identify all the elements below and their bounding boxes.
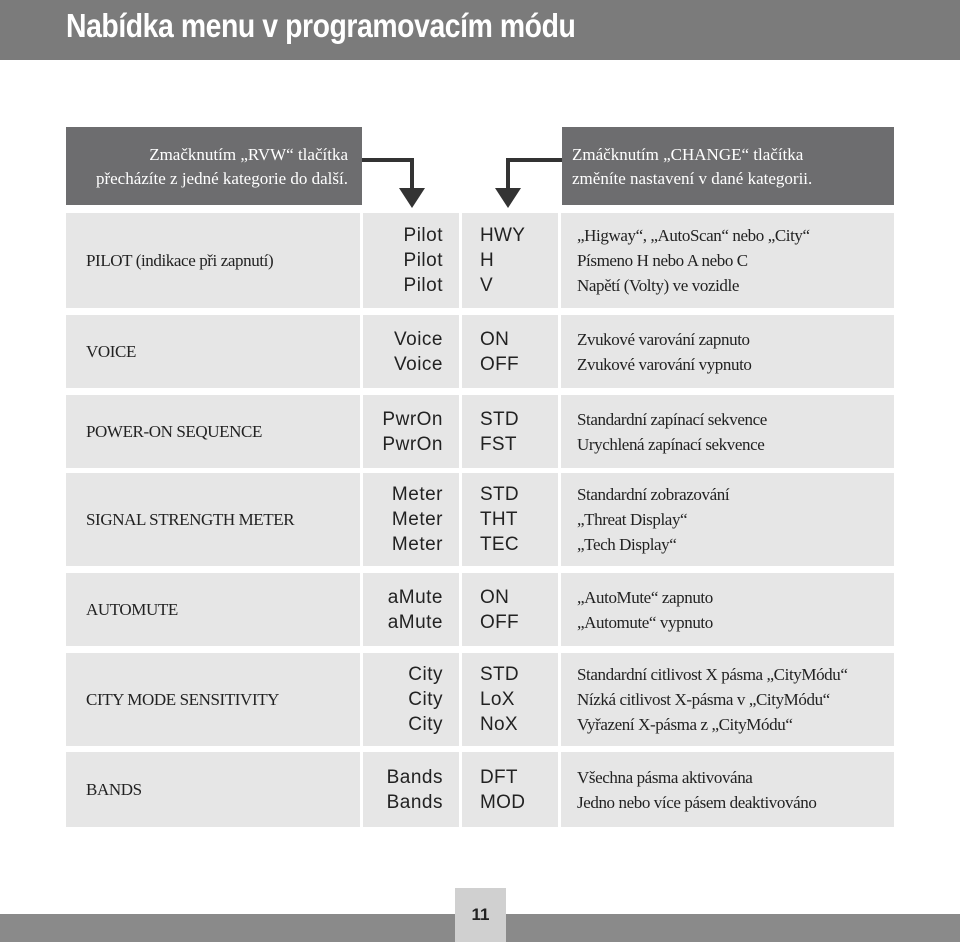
value-text: HWY	[480, 225, 526, 246]
setting-text: Meter	[391, 509, 443, 530]
category-label: VOICE	[86, 341, 136, 361]
category-label: PILOT (indikace při zapnutí)	[86, 250, 274, 270]
setting-text: Pilot	[403, 275, 443, 296]
description-text: „Tech Display“	[577, 535, 677, 554]
category-cell	[66, 573, 360, 646]
setting-text: PwrOn	[382, 433, 443, 455]
description-text: Napětí (Volty) ve vozidle	[577, 276, 740, 295]
category-cell	[66, 213, 360, 308]
description-cell	[561, 653, 894, 746]
rvw-instruction-box	[66, 127, 362, 205]
description-text: Jedno nebo více pásem deaktivováno	[577, 792, 817, 812]
value-text: THT	[480, 509, 518, 530]
setting-text: Pilot	[403, 225, 443, 246]
value-text: TEC	[480, 534, 519, 555]
setting-text: Voice	[394, 353, 443, 375]
description-text: Nízká citlivost X-pásma v „CityMódu“	[577, 690, 830, 709]
setting-text: Meter	[391, 484, 443, 505]
change-arrow-icon	[492, 150, 564, 212]
category-label: AUTOMUTE	[86, 599, 178, 619]
setting-text: City	[408, 689, 443, 710]
description-text: Standardní zapínací sekvence	[577, 409, 767, 429]
setting-cell	[363, 752, 459, 827]
description-cell	[561, 395, 894, 468]
description-text: Písmeno H nebo A nebo C	[577, 251, 748, 270]
category-label: CITY MODE SENSITIVITY	[86, 689, 280, 709]
value-text: ON	[480, 328, 510, 350]
setting-text: aMute	[387, 586, 443, 608]
page-title: Nabídka menu v programovacím módu	[66, 7, 576, 44]
description-cell	[561, 473, 894, 566]
category-cell	[66, 315, 360, 388]
description-cell	[561, 573, 894, 646]
setting-cell	[363, 315, 459, 388]
description-text: „Higway“, „AutoScan“ nebo „City“	[577, 226, 810, 245]
value-cell	[462, 653, 558, 746]
change-instruction-line-2: změníte nastavení v dané kategorii.	[572, 169, 813, 188]
description-text: Urychlená zapínací sekvence	[577, 434, 765, 454]
setting-cell	[363, 573, 459, 646]
description-text: Zvukové varování vypnuto	[577, 354, 752, 374]
change-instruction-line-1: Zmáčknutím „CHANGE“ tlačítka	[572, 145, 804, 164]
page-number: 11	[455, 888, 506, 942]
description-text: Standardní zobrazování	[577, 485, 730, 504]
description-text: „Threat Display“	[577, 510, 688, 529]
value-text: STD	[480, 408, 519, 430]
category-label: POWER-ON SEQUENCE	[86, 421, 262, 441]
value-cell	[462, 752, 558, 827]
setting-text: PwrOn	[382, 408, 443, 430]
category-cell	[66, 473, 360, 566]
description-text: Standardní citlivost X pásma „CityMódu“	[577, 665, 848, 684]
setting-text: Voice	[394, 328, 443, 350]
category-label: SIGNAL STRENGTH METER	[86, 509, 295, 529]
rvw-instruction-line-2: přecházíte z jedné kategorie do další.	[95, 169, 348, 188]
description-text: „Automute“ vypnuto	[577, 612, 713, 632]
description-text: „AutoMute“ zapnuto	[577, 587, 713, 607]
value-text: MOD	[480, 791, 526, 813]
setting-text: aMute	[387, 611, 443, 633]
description-cell	[561, 752, 894, 827]
category-cell	[66, 752, 360, 827]
value-text: ON	[480, 586, 510, 608]
value-text: DFT	[480, 766, 518, 788]
description-text: Všechna pásma aktivována	[577, 767, 753, 787]
rvw-arrow-icon	[360, 150, 430, 212]
value-cell	[462, 473, 558, 566]
category-cell	[66, 395, 360, 468]
value-text: FST	[480, 433, 517, 455]
description-text: Zvukové varování zapnuto	[577, 329, 750, 349]
description-text: Vyřazení X-pásma z „CityMódu“	[577, 715, 793, 734]
value-cell	[462, 395, 558, 468]
value-text: LoX	[480, 689, 515, 710]
setting-cell	[363, 213, 459, 308]
setting-text: Bands	[386, 766, 443, 788]
change-instruction-box	[562, 127, 894, 205]
value-cell	[462, 315, 558, 388]
category-cell	[66, 653, 360, 746]
setting-text: Pilot	[403, 250, 443, 271]
setting-cell	[363, 473, 459, 566]
setting-text: Meter	[391, 534, 443, 555]
value-text: OFF	[480, 353, 519, 375]
rvw-instruction-line-1: Zmačknutím „RVW“ tlačítka	[149, 145, 348, 164]
category-label: BANDS	[86, 779, 142, 799]
setting-cell	[363, 395, 459, 468]
setting-cell	[363, 653, 459, 746]
value-text: STD	[480, 664, 519, 685]
description-cell	[561, 315, 894, 388]
setting-text: City	[408, 714, 443, 735]
setting-text: Bands	[386, 791, 443, 813]
value-cell	[462, 573, 558, 646]
value-text: STD	[480, 484, 519, 505]
value-text: OFF	[480, 611, 519, 633]
value-text: V	[480, 275, 493, 296]
value-text: NoX	[480, 714, 518, 735]
value-text: H	[480, 250, 495, 271]
description-cell	[561, 213, 894, 308]
value-cell	[462, 213, 558, 308]
setting-text: City	[408, 664, 443, 685]
